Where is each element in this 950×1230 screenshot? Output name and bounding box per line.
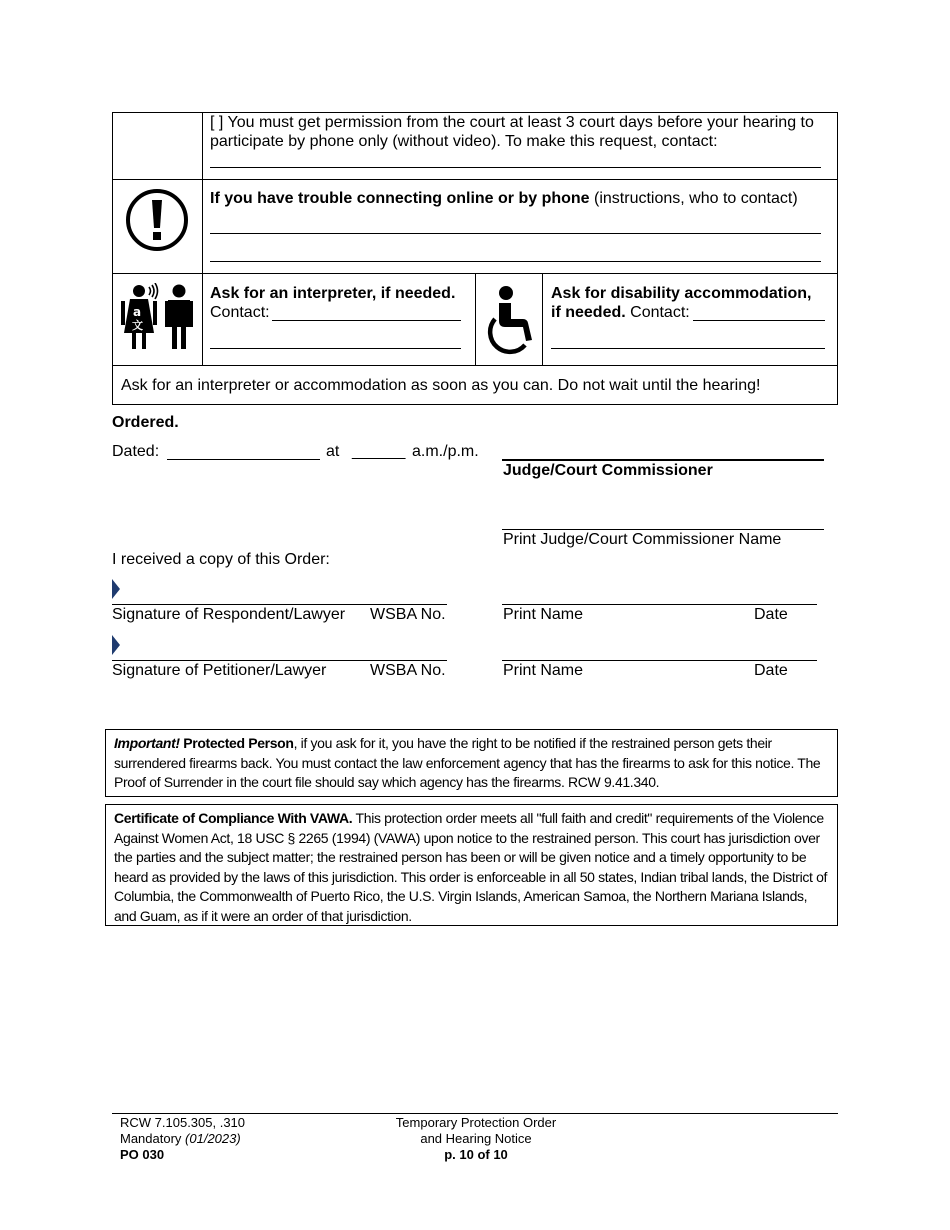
print-judge-label: Print Judge/Court Commissioner Name <box>503 531 782 548</box>
date-field-line[interactable] <box>167 459 320 460</box>
judge-title: Judge/Court Commissioner <box>503 462 713 479</box>
respondent-signature-line[interactable] <box>112 604 447 605</box>
footer-form-number: PO 030 <box>120 1147 165 1162</box>
table-divider <box>542 273 543 365</box>
important-text: , if you ask for it, you have the right to be notified if the restrained person gets their surrendered firearms back. You must contact the law enforcement agency that has the firearms to ask for this notice. The Proof of Surrender in the court file should say which agency has the firearms. RCW 9.41.340. <box>114 735 821 790</box>
vawa-certificate-box <box>105 804 838 926</box>
trouble-blank-line-2[interactable] <box>210 261 821 262</box>
dated-label: Dated: <box>112 443 160 460</box>
disability-contact-label: Contact: <box>625 304 690 321</box>
respondent-wsba-label: WSBA No. <box>370 606 446 623</box>
interpreter-note: Ask for an interpreter or accommodation as soon as you can. Do not wait until the hearing! <box>121 377 761 394</box>
interpreter-people-icon <box>119 283 199 353</box>
ampm-label: a.m./p.m. <box>412 443 479 460</box>
protected-person-label: Protected Person <box>183 735 294 751</box>
table-divider <box>475 273 476 365</box>
footer-title-1: Temporary Protection Order <box>395 1115 557 1130</box>
petitioner-signature-line[interactable] <box>112 660 447 661</box>
at-label: at <box>326 443 340 460</box>
connection-trouble-text <box>210 189 830 208</box>
petitioner-date-label: Date <box>754 662 788 679</box>
disability-contact-line[interactable] <box>693 320 825 321</box>
interpreter-extra-line[interactable] <box>210 348 461 349</box>
respondent-signature-label: Signature of Respondent/Lawyer <box>112 606 346 623</box>
svg-text:文: 文 <box>132 319 143 332</box>
judge-signature-line[interactable] <box>502 459 824 461</box>
table-divider <box>202 113 203 365</box>
footer-mandatory-date: (01/2023) <box>185 1131 241 1146</box>
exclamation-circle-icon <box>125 188 189 252</box>
petitioner-print-name-label: Print Name <box>503 662 584 679</box>
interpreter-contact-line[interactable] <box>272 320 461 321</box>
footer-title-2: and Hearing Notice <box>420 1131 532 1146</box>
important-lead: Important! <box>114 735 180 751</box>
vawa-heading: Certificate of Compliance With VAWA. <box>114 810 353 826</box>
interpreter-block <box>210 284 470 322</box>
important-notice-box <box>105 729 838 797</box>
footer-center <box>376 1115 576 1163</box>
trouble-blank-line-1[interactable] <box>210 233 821 234</box>
svg-text:a: a <box>133 305 142 319</box>
disability-extra-line[interactable] <box>551 348 825 349</box>
sign-here-arrow-icon <box>112 635 120 655</box>
respondent-print-name-label: Print Name <box>503 606 584 623</box>
connection-trouble-note: (instructions, who to contact) <box>589 190 798 207</box>
disability-heading: Ask for disability accommodation, <box>551 285 812 302</box>
interpreter-contact-label: Contact: <box>210 304 270 321</box>
phone-only-permission-text: [ ] You must get permission from the court at least 3 court days before your hearing to participate by phone only (without video). To make this request, contact: <box>210 114 814 150</box>
info-table <box>112 112 838 405</box>
judge-name-line[interactable] <box>502 529 824 530</box>
sign-here-arrow-icon <box>112 579 120 599</box>
table-divider <box>113 179 837 180</box>
time-blank[interactable]: ______ <box>352 443 406 460</box>
received-copy-text: I received a copy of this Order: <box>112 551 330 568</box>
interpreter-heading: Ask for an interpreter, if needed. <box>210 285 456 302</box>
connection-trouble-bold: If you have trouble connecting online or by phone <box>210 190 590 207</box>
respondent-date-label: Date <box>754 606 788 623</box>
contact-blank-line[interactable] <box>210 167 821 168</box>
vawa-text: This protection order meets all "full faith and credit" requirements of the Violence Against Women Act, 18 USC § 2265 (1994) (VAWA) upon notice to the restrained person. This court has jurisdiction over the parties and the subject matter; the restrained person has been or will be given notice and a timely opportunity to be heard as provided by the laws of this jurisdiction. This order is enforceable in all 50 states, Indian tribal lands, the District of Columbia, the Commonwealth of Puerto Rico, the U.S. Virgin Islands, American Samoa, the Northern Mariana Islands, and Guam, as if it were an order of that jurisdiction. <box>114 810 828 924</box>
footer-mandatory <box>120 1131 245 1147</box>
footer-rule <box>112 1113 838 1114</box>
petitioner-signature-label: Signature of Petitioner/Lawyer <box>112 662 327 679</box>
disability-if-needed: if needed. <box>551 304 626 321</box>
disability-block <box>551 284 835 322</box>
petitioner-wsba-label: WSBA No. <box>370 662 446 679</box>
respondent-print-line[interactable] <box>502 604 817 605</box>
table-divider <box>113 365 837 366</box>
footer-mandatory-label: Mandatory <box>120 1131 182 1146</box>
footer-left <box>120 1115 245 1163</box>
wheelchair-icon <box>485 285 535 357</box>
petitioner-print-line[interactable] <box>502 660 817 661</box>
footer-page-number: p. 10 of 10 <box>444 1147 508 1162</box>
footer-rcw: RCW 7.105.305, .310 <box>120 1115 246 1130</box>
ordered-heading: Ordered. <box>112 414 179 431</box>
